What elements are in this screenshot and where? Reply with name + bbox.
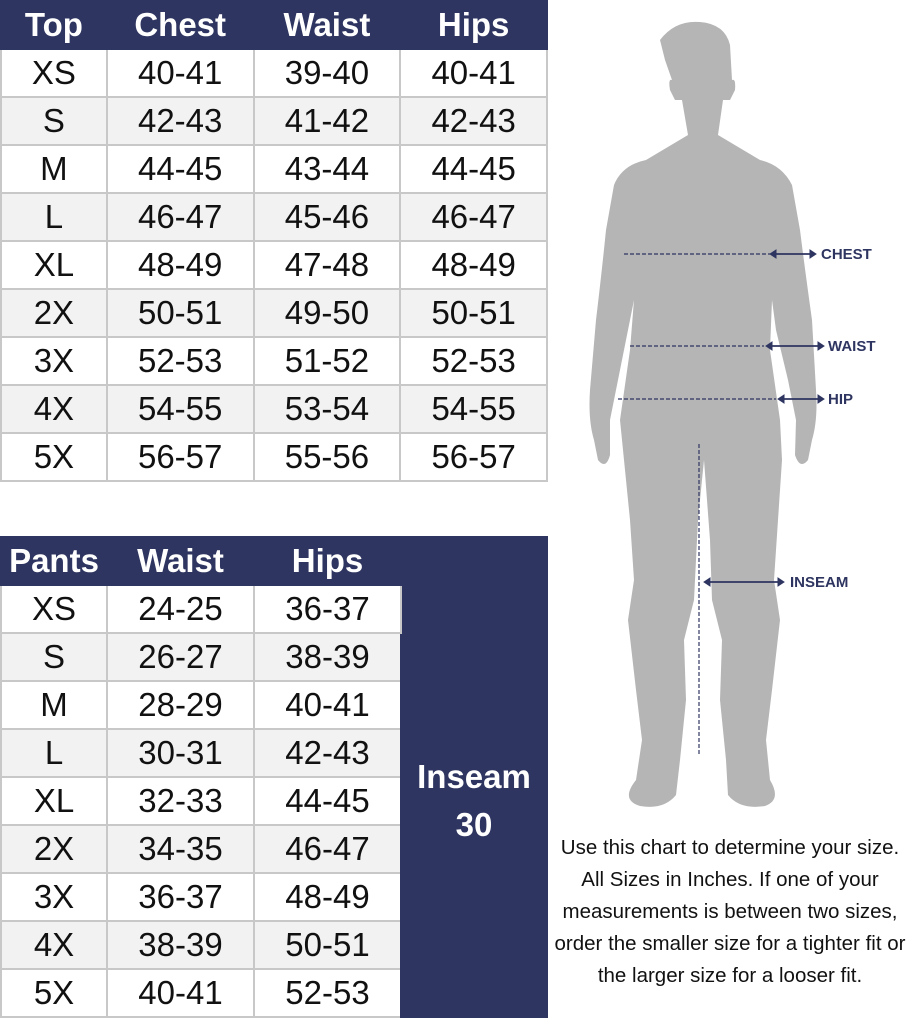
header-hips: Hips <box>254 537 401 585</box>
hips-cell: 48-49 <box>254 873 401 921</box>
hips-cell: 54-55 <box>400 385 547 433</box>
size-cell: XS <box>1 49 107 97</box>
header-blank <box>401 537 547 585</box>
waist-cell: 24-25 <box>107 585 254 633</box>
table-row <box>1 433 547 481</box>
waist-cell: 53-54 <box>254 385 401 433</box>
size-cell: 5X <box>1 969 107 1017</box>
table-row <box>1 145 547 193</box>
hips-cell: 40-41 <box>400 49 547 97</box>
table-row <box>1 193 547 241</box>
table-row <box>1 385 547 433</box>
hips-cell: 38-39 <box>254 633 401 681</box>
sizing-note: Use this chart to determine your size. All Sizes in Inches. If one of your measurements is between two sizes, order the smaller size for a tighter fit or the larger size for a looser fit. <box>554 836 906 987</box>
waist-cell: 45-46 <box>254 193 401 241</box>
hips-cell: 42-43 <box>254 729 401 777</box>
top-table-header <box>1 1 547 49</box>
table-row <box>1 585 547 633</box>
chest-cell: 56-57 <box>107 433 254 481</box>
size-cell: XS <box>1 585 107 633</box>
waist-cell: 49-50 <box>254 289 401 337</box>
table-row <box>1 289 547 337</box>
inseam-cell <box>401 585 547 1017</box>
size-cell: S <box>1 97 107 145</box>
table-row <box>1 337 547 385</box>
inseam-label: INSEAM <box>790 574 849 591</box>
header-waist: Waist <box>254 1 401 49</box>
size-cell: L <box>1 193 107 241</box>
pants-size-table <box>0 536 548 1018</box>
inseam-value: 30 <box>455 806 493 843</box>
waist-cell: 51-52 <box>254 337 401 385</box>
waist-cell: 40-41 <box>107 969 254 1017</box>
waist-cell: 26-27 <box>107 633 254 681</box>
table-row <box>1 241 547 289</box>
chest-cell: 40-41 <box>107 49 254 97</box>
size-cell: 3X <box>1 873 107 921</box>
chest-cell: 46-47 <box>107 193 254 241</box>
size-cell: L <box>1 729 107 777</box>
size-cell: M <box>1 145 107 193</box>
hips-cell: 36-37 <box>254 585 401 633</box>
header-waist: Waist <box>107 537 254 585</box>
chest-cell: 54-55 <box>107 385 254 433</box>
hips-cell: 52-53 <box>254 969 401 1017</box>
waist-cell: 34-35 <box>107 825 254 873</box>
table-row <box>1 49 547 97</box>
waist-cell: 55-56 <box>254 433 401 481</box>
size-cell: M <box>1 681 107 729</box>
hips-cell: 42-43 <box>400 97 547 145</box>
hips-cell: 44-45 <box>400 145 547 193</box>
chest-cell: 48-49 <box>107 241 254 289</box>
header-top: Top <box>1 1 107 49</box>
chest-cell: 50-51 <box>107 289 254 337</box>
waist-cell: 32-33 <box>107 777 254 825</box>
size-cell: 3X <box>1 337 107 385</box>
hip-label: HIP <box>828 391 854 408</box>
body-measurement-figure <box>560 0 912 820</box>
size-cell: 2X <box>1 825 107 873</box>
waist-cell: 41-42 <box>254 97 401 145</box>
hips-cell: 46-47 <box>254 825 401 873</box>
waist-cell: 30-31 <box>107 729 254 777</box>
size-cell: 4X <box>1 921 107 969</box>
inseam-label: Inseam <box>417 758 531 795</box>
size-cell: XL <box>1 777 107 825</box>
size-cell: S <box>1 633 107 681</box>
hips-cell: 46-47 <box>400 193 547 241</box>
size-cell: XL <box>1 241 107 289</box>
size-cell: 4X <box>1 385 107 433</box>
body-silhouette-icon <box>560 0 912 820</box>
waist-cell: 43-44 <box>254 145 401 193</box>
size-cell: 2X <box>1 289 107 337</box>
top-size-table <box>0 0 548 482</box>
chest-cell: 52-53 <box>107 337 254 385</box>
hips-cell: 40-41 <box>254 681 401 729</box>
waist-cell: 47-48 <box>254 241 401 289</box>
hips-cell: 50-51 <box>400 289 547 337</box>
waist-label: WAIST <box>828 338 876 355</box>
hips-cell: 44-45 <box>254 777 401 825</box>
pants-table-header <box>1 537 547 585</box>
waist-cell: 39-40 <box>254 49 401 97</box>
hips-cell: 48-49 <box>400 241 547 289</box>
header-chest: Chest <box>107 1 254 49</box>
header-pants: Pants <box>1 537 107 585</box>
chest-cell: 42-43 <box>107 97 254 145</box>
waist-cell: 28-29 <box>107 681 254 729</box>
waist-cell: 36-37 <box>107 873 254 921</box>
hips-cell: 50-51 <box>254 921 401 969</box>
waist-cell: 38-39 <box>107 921 254 969</box>
header-hips: Hips <box>400 1 547 49</box>
chest-label: CHEST <box>821 246 872 263</box>
table-row <box>1 97 547 145</box>
hips-cell: 52-53 <box>400 337 547 385</box>
size-cell: 5X <box>1 433 107 481</box>
hips-cell: 56-57 <box>400 433 547 481</box>
chest-cell: 44-45 <box>107 145 254 193</box>
